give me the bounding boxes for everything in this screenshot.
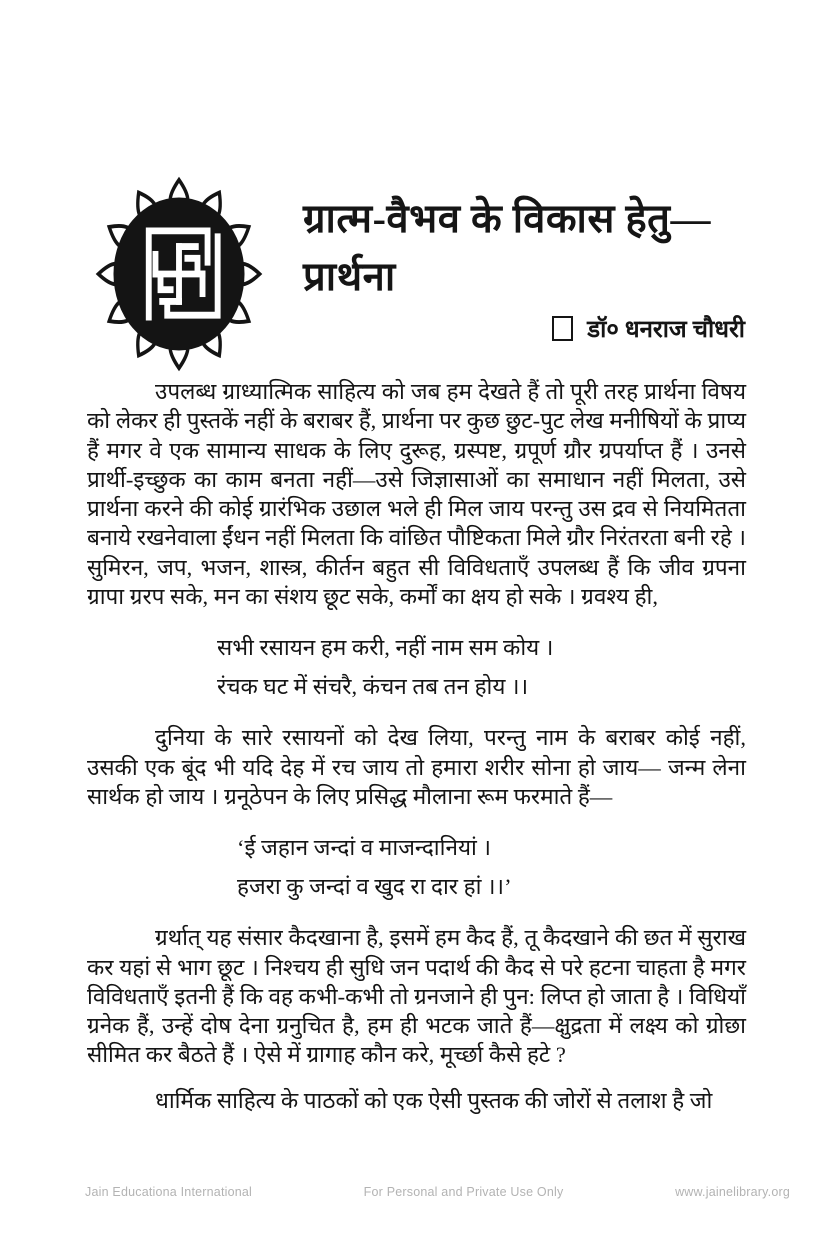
author-line <box>552 312 745 345</box>
paragraph-3: ग्रर्थात् यह संसार कैदखाना है, इसमें हम कैद हैं, तू कैदखाने की छत में सुराख कर यहां से भाग छूट । निश्चय ही सुधि जन पदार्थ की कैद से परे हटना चाहता है मगर विविधताएँ इतनी हैं कि वह कभी-कभी तो ग्रनजाने ही पुन: लिप्त हो जाता है । विधियाँ ग्रनेक हैं, उन्हें दोष देना ग्रनुचित है, हम ही भटक जाते हैं—क्षुद्रता में लक्ष्य को ग्रोछा सीमित कर बैठते हैं । ऐसे में ग्रागाह कौन करे, मूर्च्छा कैसे हटे ? <box>87 925 746 1068</box>
scan-footer <box>0 1185 828 1199</box>
verse-couplet-2 <box>87 828 746 906</box>
footer-usage-notice: For Personal and Private Use Only <box>363 1185 564 1199</box>
article-title-line2: प्रार्थना <box>303 254 396 299</box>
jain-lotus-swastika-emblem-icon <box>95 176 263 372</box>
article-body <box>87 377 746 1115</box>
article-title <box>303 190 711 306</box>
square-bullet-icon <box>552 316 573 341</box>
paragraph-4: धार्मिक साहित्य के पाठकों को एक ऐसी पुस्तक की जोरों से तलाश है जो <box>155 1087 713 1113</box>
author-name: डॉ० धनराज चौधरी <box>587 317 745 343</box>
paragraph-2: दुनिया के सारे रसायनों को देख लिया, परन्तु नाम के बराबर कोई नहीं, उसकी एक बूंद भी यदि देह में रच जाय तो हमारा शरीर सोना हो जाय— जन्म लेना सार्थक हो जाय । ग्रनूठेपन के लिए प्रसिद्ध मौलाना रूम फरमाते हैं— <box>87 725 746 809</box>
verse-2-line-1: ‘ई जहान जन्दां व माजन्दानियां । <box>237 835 491 861</box>
verse-1-line-2: रंचक घट में संचरै, कंचन तब तन होय ।। <box>217 674 529 700</box>
paragraph-1: उपलब्ध ग्राध्यात्मिक साहित्य को जब हम देखते हैं तो पूरी तरह प्रार्थना विषय को लेकर ही पुस्तकें नहीं के बराबर हैं, प्रार्थना पर कुछ छुट-पुट लेख मनीषियों के प्राप्य हैं मगर वे एक सामान्य साधक के लिए दुरूह, ग्रस्पष्ट, ग्रपूर्ण ग्रौर ग्रपर्याप्त हैं । उनसे प्रार्थी-इच्छुक का काम बनता नहीं—उसे जिज्ञासाओं का समाधान नहीं मिलता, उसे प्रार्थना करने की कोई ग्रारंभिक उछाल भले ही मिल जाय परन्तु उस द्रव से नियमितता बनाये रखनेवाला ईंधन नहीं मिलता कि वांछित पौष्टिकता मिले ग्रौर निरंतरता बनी रहे । सुमिरन, जप, भजन, शास्त्र, कीर्तन बहुत सी विविधताएँ उपलब्ध हैं कि जीव ग्रपना ग्रापा ग्ररप सके, मन का संशय छूट सके, कर्मों का क्षय हो सके । ग्रवश्य ही, <box>87 379 746 610</box>
footer-publisher: Jain Educationa International <box>85 1185 253 1199</box>
verse-2-line-2: हजरा कु जन्दां व खुद रा दार हां ।।’ <box>237 874 512 900</box>
verse-1-line-1: सभी रसायन हम करी, नहीं नाम सम कोय । <box>217 635 554 661</box>
footer-website: www.jainelibrary.org <box>675 1185 790 1199</box>
article-title-line1: ग्रात्म-वैभव के विकास हेतु— <box>303 196 711 241</box>
verse-couplet-1 <box>87 628 746 706</box>
